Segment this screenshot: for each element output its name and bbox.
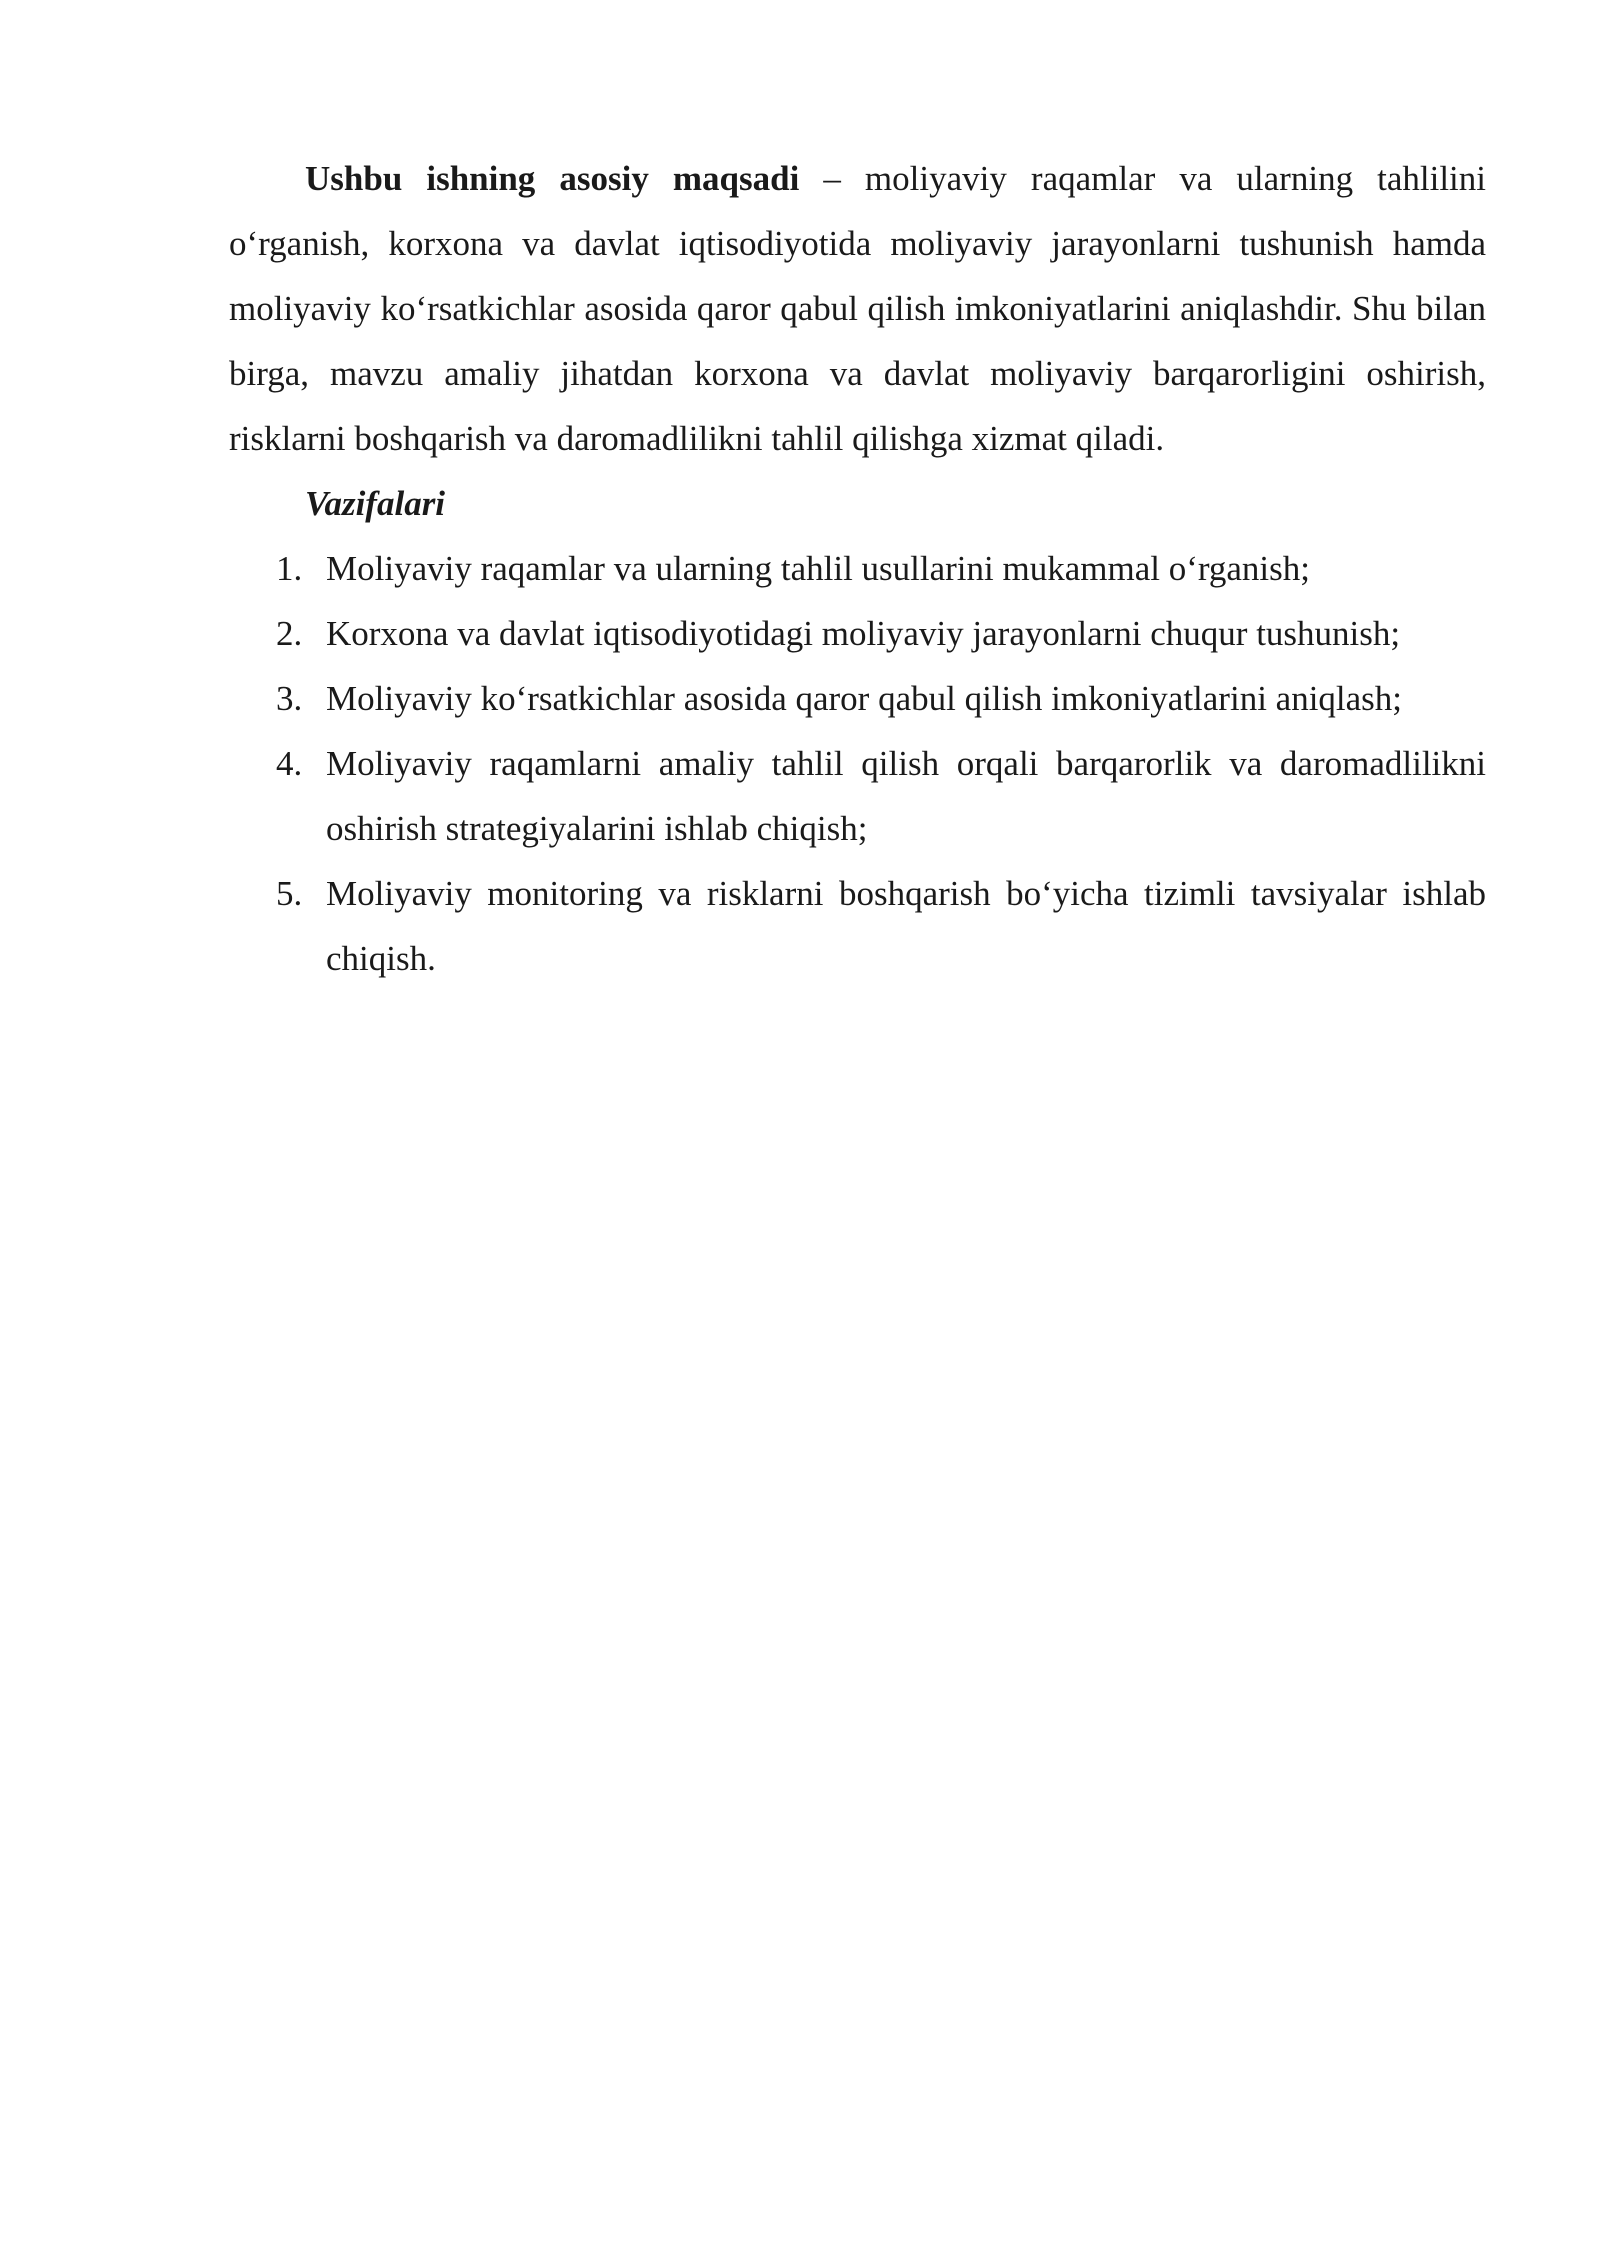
task-number: 4. [276,744,303,783]
task-text: Moliyaviy raqamlarni amaliy tahlil qilish orqali barqarorlik va daromadlilikni oshirish strategiyalarini ishlab chiqish; [326,744,1486,848]
task-number: 2. [276,614,303,653]
document-page [229,146,1486,991]
task-item-5 [229,861,1486,991]
tasks-list [229,536,1486,991]
task-item-1 [229,536,1486,601]
task-text: Moliyaviy monitoring va risklarni boshqarish bo‘yicha tizimli tavsiyalar ishlab chiqish. [326,874,1486,978]
task-item-4 [229,731,1486,861]
task-item-3 [229,666,1486,731]
task-text: Korxona va davlat iqtisodiyotidagi moliyaviy jarayonlarni chuqur tushunish; [326,614,1401,653]
task-item-2 [229,601,1486,666]
tasks-heading: Vazifalari [305,484,446,523]
task-text: Moliyaviy raqamlar va ularning tahlil usullarini mukammal o‘rganish; [326,549,1310,588]
intro-paragraph [229,146,1486,471]
task-text: Moliyaviy ko‘rsatkichlar asosida qaror qabul qilish imkoniyatlarini aniqlash; [326,679,1403,718]
task-number: 5. [276,874,303,913]
task-number: 3. [276,679,303,718]
intro-lead: Ushbu ishning asosiy maqsadi [305,159,800,198]
intro-body: – moliyaviy raqamlar va ularning tahlilini o‘rganish, korxona va davlat iqtisodiyotida moliyaviy jarayonlarni tushunish hamda moliyaviy ko‘rsatkichlar asosida qaror qabul qilish imkoniyatlarini aniqlashdir. Shu bilan birga, mavzu amaliy jihatdan korxona va davlat moliyaviy barqarorligini oshirish, risklarni boshqarish va daromadlilikni tahlil qilishga xizmat qiladi. [229,159,1486,458]
task-number: 1. [276,549,303,588]
